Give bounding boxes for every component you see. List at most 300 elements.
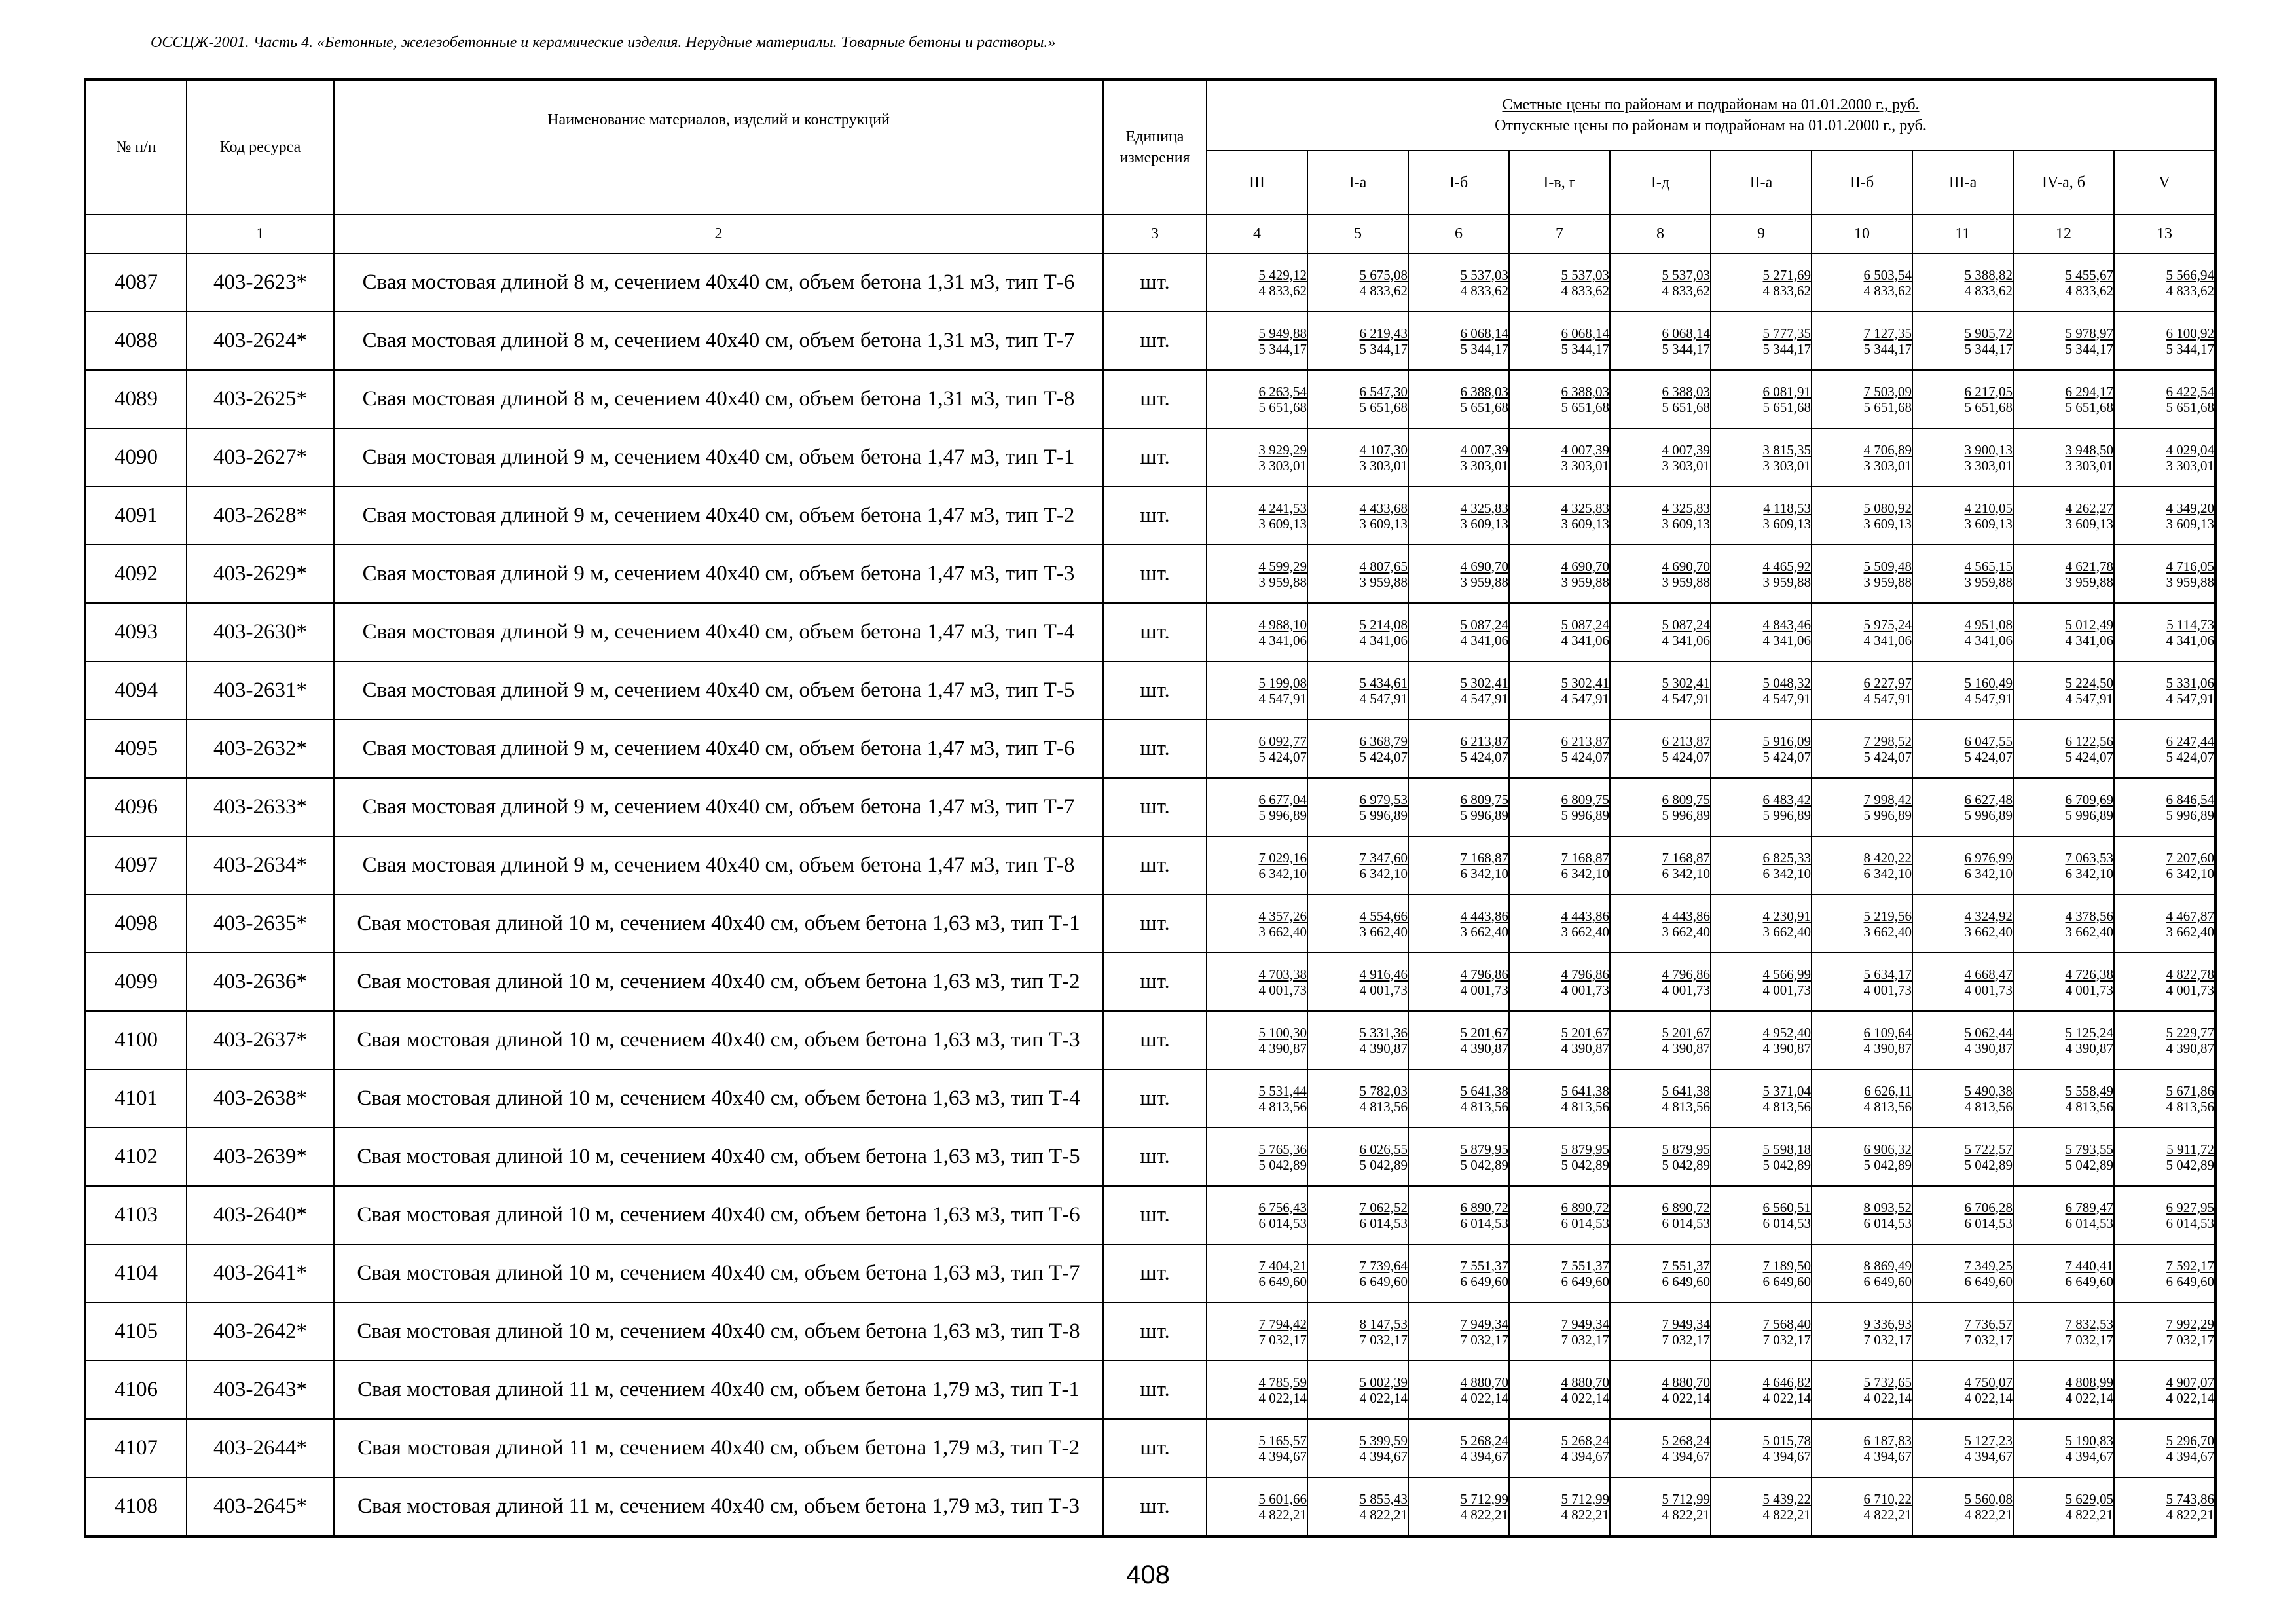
material-name: Свая мостовая длиной 9 м, сечением 40х40 см, объем бетона 1,47 м3, тип Т-7 (334, 778, 1103, 836)
release-price: 4 822,21 (1460, 1506, 1508, 1522)
release-price: 4 813,56 (1762, 1098, 1811, 1115)
estimate-price: 6 422,54 (2166, 383, 2215, 399)
estimate-price: 8 420,22 (1863, 849, 1912, 866)
price-cell (1912, 1419, 2013, 1477)
price-cell (1207, 778, 1307, 836)
price-cell (1711, 661, 1812, 720)
price-cell (1711, 370, 1812, 428)
price-cell (1207, 1419, 1307, 1477)
release-price: 6 342,10 (1863, 865, 1912, 881)
release-price: 4 822,21 (1964, 1506, 2013, 1522)
release-price: 3 609,13 (1964, 515, 2013, 532)
resource-code: 403-2645* (187, 1477, 334, 1536)
price-cell (1610, 778, 1711, 836)
release-price: 5 651,68 (2166, 399, 2215, 415)
price-cell (1207, 1361, 1307, 1419)
estimate-price: 5 722,57 (1964, 1141, 2013, 1157)
column-number: 5 (1307, 215, 1408, 253)
price-cell (1711, 836, 1812, 895)
release-price: 6 014,53 (1863, 1215, 1912, 1231)
estimate-price: 7 592,17 (2166, 1257, 2215, 1274)
release-price: 4 341,06 (1359, 632, 1408, 648)
price-cell (1610, 545, 1711, 603)
estimate-price: 4 443,86 (1662, 908, 1710, 924)
unit-cell: шт. (1103, 545, 1207, 603)
release-price: 3 959,88 (1359, 574, 1408, 590)
unit-cell: шт. (1103, 720, 1207, 778)
estimate-price: 7 029,16 (1258, 849, 1307, 866)
price-cell (1307, 836, 1408, 895)
price-cell (1812, 1302, 1912, 1361)
estimate-price: 4 726,38 (2065, 966, 2113, 982)
price-cell (1207, 661, 1307, 720)
price-cell (1509, 1128, 1610, 1186)
price-cell (1408, 895, 1509, 953)
estimate-price: 4 716,05 (2166, 558, 2215, 574)
price-cell (1912, 428, 2013, 487)
release-price: 3 303,01 (1460, 457, 1508, 473)
estimate-price: 4 325,83 (1460, 500, 1508, 516)
header-district: II-б (1812, 151, 1912, 215)
price-cell (1912, 1302, 2013, 1361)
estimate-price: 4 007,39 (1662, 441, 1710, 458)
release-price: 3 303,01 (1964, 457, 2013, 473)
estimate-price: 6 979,53 (1359, 791, 1408, 807)
header-prices-release: Отпускные цены по районам и подрайонам на 01.01.2000 г., руб. (1495, 117, 1927, 135)
price-cell (1912, 487, 2013, 545)
release-price: 6 649,60 (1662, 1273, 1710, 1289)
column-number: 8 (1610, 215, 1711, 253)
price-cell (1610, 370, 1711, 428)
material-name: Свая мостовая длиной 10 м, сечением 40х40 см, объем бетона 1,63 м3, тип Т-8 (334, 1302, 1103, 1361)
price-cell (1912, 1069, 2013, 1128)
release-price: 3 662,40 (1359, 923, 1408, 940)
estimate-price: 6 047,55 (1964, 733, 2013, 749)
table-row (85, 428, 2215, 487)
estimate-price: 6 710,22 (1863, 1490, 1912, 1507)
estimate-price: 7 298,52 (1863, 733, 1912, 749)
estimate-price: 4 029,04 (2166, 441, 2215, 458)
estimate-price: 5 537,03 (1561, 267, 1609, 283)
release-price: 7 032,17 (1460, 1331, 1508, 1348)
release-price: 5 651,68 (1561, 399, 1609, 415)
release-price: 4 390,87 (1762, 1040, 1811, 1056)
estimate-price: 4 230,91 (1762, 908, 1811, 924)
estimate-price: 4 210,05 (1964, 500, 2013, 516)
release-price: 4 394,67 (1762, 1448, 1811, 1464)
estimate-price: 5 879,95 (1561, 1141, 1609, 1157)
estimate-price: 5 509,48 (1863, 558, 1912, 574)
estimate-price: 4 349,20 (2166, 500, 2215, 516)
release-price: 3 303,01 (1863, 457, 1912, 473)
release-price: 5 344,17 (1258, 341, 1307, 357)
release-price: 5 042,89 (1561, 1156, 1609, 1173)
price-cell (1912, 836, 2013, 895)
release-price: 3 662,40 (2065, 923, 2113, 940)
estimate-price: 7 062,52 (1359, 1199, 1408, 1215)
estimate-price: 5 271,69 (1762, 267, 1811, 283)
price-cell (1812, 1477, 1912, 1536)
release-price: 3 303,01 (1359, 457, 1408, 473)
release-price: 3 609,13 (1561, 515, 1609, 532)
estimate-price: 4 916,46 (1359, 966, 1408, 982)
release-price: 5 651,68 (1460, 399, 1508, 415)
release-price: 4 022,14 (1964, 1390, 2013, 1406)
price-cell (1307, 1419, 1408, 1477)
header-prices (1207, 79, 2215, 151)
price-cell (1307, 720, 1408, 778)
price-cell (1711, 253, 1812, 312)
release-price: 3 662,40 (1258, 923, 1307, 940)
estimate-price: 6 068,14 (1460, 325, 1508, 341)
estimate-price: 4 880,70 (1662, 1374, 1710, 1390)
release-price: 6 014,53 (1561, 1215, 1609, 1231)
release-price: 4 341,06 (1964, 632, 2013, 648)
price-cell (1408, 1244, 1509, 1302)
release-price: 6 014,53 (2065, 1215, 2113, 1231)
column-number: 12 (2013, 215, 2114, 253)
price-cell (2013, 1361, 2114, 1419)
column-number: 9 (1711, 215, 1812, 253)
price-cell (1912, 253, 2013, 312)
table-row (85, 1128, 2215, 1186)
price-cell (1912, 720, 2013, 778)
estimate-price: 5 537,03 (1460, 267, 1508, 283)
estimate-price: 5 743,86 (2166, 1490, 2215, 1507)
release-price: 3 662,40 (1561, 923, 1609, 940)
release-price: 5 651,68 (1258, 399, 1307, 415)
release-price: 4 822,21 (2166, 1506, 2215, 1522)
estimate-price: 7 998,42 (1863, 791, 1912, 807)
release-price: 3 609,13 (1662, 515, 1710, 532)
row-number: 4106 (85, 1361, 187, 1419)
estimate-price: 4 796,86 (1460, 966, 1508, 982)
price-cell (1912, 1186, 2013, 1244)
resource-code: 403-2623* (187, 253, 334, 312)
release-price: 6 014,53 (1359, 1215, 1408, 1231)
material-name: Свая мостовая длиной 8 м, сечением 40х40 см, объем бетона 1,31 м3, тип Т-7 (334, 312, 1103, 370)
estimate-price: 4 690,70 (1662, 558, 1710, 574)
estimate-price: 4 796,86 (1561, 966, 1609, 982)
resource-code: 403-2636* (187, 953, 334, 1011)
price-cell (2013, 487, 2114, 545)
release-price: 5 996,89 (1964, 807, 2013, 823)
price-cell (1408, 428, 1509, 487)
price-cell (1509, 312, 1610, 370)
estimate-price: 5 782,03 (1359, 1082, 1408, 1099)
release-price: 4 022,14 (1863, 1390, 1912, 1406)
table-row (85, 778, 2215, 836)
price-cell (1207, 1186, 1307, 1244)
row-number: 4087 (85, 253, 187, 312)
price-cell (1812, 778, 1912, 836)
release-price: 7 032,17 (2065, 1331, 2113, 1348)
price-cell (2013, 1419, 2114, 1477)
estimate-price: 5 777,35 (1762, 325, 1811, 341)
release-price: 6 014,53 (2166, 1215, 2215, 1231)
estimate-price: 4 785,59 (1258, 1374, 1307, 1390)
price-cell (1408, 1302, 1509, 1361)
release-price: 3 609,13 (1863, 515, 1912, 532)
estimate-price: 5 165,57 (1258, 1432, 1307, 1449)
estimate-price: 6 927,95 (2166, 1199, 2215, 1215)
price-cell (1207, 953, 1307, 1011)
estimate-price: 5 975,24 (1863, 616, 1912, 633)
estimate-price: 4 703,38 (1258, 966, 1307, 982)
release-price: 3 609,13 (1762, 515, 1811, 532)
release-price: 5 424,07 (1258, 748, 1307, 765)
release-price: 3 959,88 (2166, 574, 2215, 590)
release-price: 6 342,10 (2065, 865, 2113, 881)
release-price: 4 813,56 (1359, 1098, 1408, 1115)
price-cell (1408, 1069, 1509, 1128)
release-price: 4 822,21 (1359, 1506, 1408, 1522)
estimate-price: 6 217,05 (1964, 383, 2013, 399)
table-row (85, 895, 2215, 953)
price-cell (1509, 428, 1610, 487)
estimate-price: 4 807,65 (1359, 558, 1408, 574)
price-cell (1812, 545, 1912, 603)
estimate-price: 5 127,23 (1964, 1432, 2013, 1449)
release-price: 6 649,60 (1964, 1273, 2013, 1289)
price-cell (1408, 778, 1509, 836)
material-name: Свая мостовая длиной 9 м, сечением 40х40 см, объем бетона 1,47 м3, тип Т-8 (334, 836, 1103, 895)
estimate-price: 6 756,43 (1258, 1199, 1307, 1215)
price-cell (1812, 1186, 1912, 1244)
table-row (85, 1011, 2215, 1069)
estimate-price: 4 443,86 (1561, 908, 1609, 924)
price-cell (1812, 895, 1912, 953)
release-price: 4 390,87 (1561, 1040, 1609, 1056)
estimate-price: 5 634,17 (1863, 966, 1912, 982)
release-price: 6 014,53 (1460, 1215, 1508, 1231)
price-cell (1408, 720, 1509, 778)
estimate-price: 7 551,37 (1561, 1257, 1609, 1274)
release-price: 6 342,10 (1762, 865, 1811, 881)
estimate-price: 6 219,43 (1359, 325, 1408, 341)
estimate-price: 4 241,53 (1258, 500, 1307, 516)
price-cell (1408, 253, 1509, 312)
price-cell (1307, 1361, 1408, 1419)
price-cell (1207, 1244, 1307, 1302)
material-name: Свая мостовая длиной 9 м, сечением 40х40 см, объем бетона 1,47 м3, тип Т-2 (334, 487, 1103, 545)
estimate-price: 5 712,99 (1460, 1490, 1508, 1507)
release-price: 4 822,21 (1762, 1506, 1811, 1522)
price-cell (2013, 895, 2114, 953)
release-price: 5 344,17 (1460, 341, 1508, 357)
estimate-price: 5 012,49 (2065, 616, 2113, 633)
material-name: Свая мостовая длиной 10 м, сечением 40х40 см, объем бетона 1,63 м3, тип Т-3 (334, 1011, 1103, 1069)
release-price: 6 649,60 (1460, 1273, 1508, 1289)
resource-code: 403-2640* (187, 1186, 334, 1244)
price-cell (1307, 895, 1408, 953)
price-cell (1812, 253, 1912, 312)
price-cell (1610, 312, 1711, 370)
estimate-price: 6 809,75 (1561, 791, 1609, 807)
estimate-price: 5 114,73 (2166, 616, 2215, 633)
table-row (85, 487, 2215, 545)
release-price: 4 390,87 (1863, 1040, 1912, 1056)
estimate-price: 4 324,92 (1964, 908, 2013, 924)
table-row (85, 720, 2215, 778)
estimate-price: 7 207,60 (2166, 849, 2215, 866)
resource-code: 403-2632* (187, 720, 334, 778)
release-price: 5 424,07 (1762, 748, 1811, 765)
header-district: I-а (1307, 151, 1408, 215)
release-price: 4 833,62 (1359, 282, 1408, 299)
release-price: 5 651,68 (1762, 399, 1811, 415)
release-price: 4 001,73 (1662, 982, 1710, 998)
estimate-price: 5 331,06 (2166, 674, 2215, 691)
price-cell (1610, 895, 1711, 953)
price-cell (1812, 1361, 1912, 1419)
price-cell (1610, 603, 1711, 661)
header-prices-estimate: Сметные цены по районам и подрайонам на 01.01.2000 г., руб. (1502, 96, 1920, 114)
estimate-price: 5 439,22 (1762, 1490, 1811, 1507)
estimate-price: 5 268,24 (1662, 1432, 1710, 1449)
estimate-price: 4 690,70 (1460, 558, 1508, 574)
price-cell (2114, 253, 2215, 312)
price-cell (1812, 661, 1912, 720)
price-cell (2114, 720, 2215, 778)
unit-cell: шт. (1103, 778, 1207, 836)
estimate-price: 4 443,86 (1460, 908, 1508, 924)
material-name: Свая мостовая длиной 10 м, сечением 40х40 см, объем бетона 1,63 м3, тип Т-5 (334, 1128, 1103, 1186)
release-price: 4 001,73 (1762, 982, 1811, 998)
estimate-price: 5 629,05 (2065, 1490, 2113, 1507)
estimate-price: 5 087,24 (1662, 616, 1710, 633)
estimate-price: 6 709,69 (2065, 791, 2113, 807)
estimate-price: 7 347,60 (1359, 849, 1408, 866)
material-name: Свая мостовая длиной 10 м, сечением 40х40 см, объем бетона 1,63 м3, тип Т-1 (334, 895, 1103, 953)
release-price: 3 959,88 (2065, 574, 2113, 590)
estimate-price: 5 062,44 (1964, 1024, 2013, 1041)
estimate-price: 5 125,24 (2065, 1024, 2113, 1041)
estimate-price: 6 890,72 (1662, 1199, 1710, 1215)
release-price: 5 424,07 (1964, 748, 2013, 765)
estimate-price: 5 429,12 (1258, 267, 1307, 283)
estimate-price: 5 219,56 (1863, 908, 1912, 924)
price-cell (1509, 720, 1610, 778)
release-price: 3 662,40 (2166, 923, 2215, 940)
column-number: 7 (1509, 215, 1610, 253)
price-cell (1812, 1244, 1912, 1302)
price-cell (1509, 1477, 1610, 1536)
release-price: 6 649,60 (2065, 1273, 2113, 1289)
price-cell (1812, 1011, 1912, 1069)
header-district: IV-а, б (2013, 151, 2114, 215)
release-price: 4 833,62 (1258, 282, 1307, 299)
price-cell (1509, 253, 1610, 312)
release-price: 4 822,21 (2065, 1506, 2113, 1522)
release-price: 5 424,07 (1460, 748, 1508, 765)
header-district: II-а (1711, 151, 1812, 215)
estimate-price: 8 869,49 (1863, 1257, 1912, 1274)
release-price: 4 390,87 (1662, 1040, 1710, 1056)
estimate-price: 6 294,17 (2065, 383, 2113, 399)
release-price: 4 547,91 (1258, 690, 1307, 707)
estimate-price: 7 168,87 (1460, 849, 1508, 866)
release-price: 3 959,88 (1460, 574, 1508, 590)
release-price: 4 822,21 (1258, 1506, 1307, 1522)
estimate-price: 5 712,99 (1662, 1490, 1710, 1507)
price-cell (1509, 1011, 1610, 1069)
estimate-price: 4 599,29 (1258, 558, 1307, 574)
release-price: 4 547,91 (1460, 690, 1508, 707)
estimate-price: 5 905,72 (1964, 325, 2013, 341)
estimate-price: 7 440,41 (2065, 1257, 2113, 1274)
estimate-price: 7 794,42 (1258, 1316, 1307, 1332)
material-name: Свая мостовая длиной 9 м, сечением 40х40 см, объем бетона 1,47 м3, тип Т-5 (334, 661, 1103, 720)
price-cell (1711, 545, 1812, 603)
price-cell (1610, 1361, 1711, 1419)
release-price: 6 014,53 (1258, 1215, 1307, 1231)
price-cell (2013, 545, 2114, 603)
release-price: 3 609,13 (2065, 515, 2113, 532)
estimate-price: 6 846,54 (2166, 791, 2215, 807)
price-cell (1509, 1419, 1610, 1477)
row-number: 4100 (85, 1011, 187, 1069)
release-price: 5 424,07 (1359, 748, 1408, 765)
price-cell (1711, 603, 1812, 661)
estimate-price: 6 890,72 (1561, 1199, 1609, 1215)
release-price: 3 959,88 (1964, 574, 2013, 590)
release-price: 5 344,17 (1662, 341, 1710, 357)
estimate-price: 4 118,53 (1763, 500, 1811, 516)
price-cell (2013, 370, 2114, 428)
price-cell (2114, 312, 2215, 370)
release-price: 3 959,88 (1863, 574, 1912, 590)
price-cell (2114, 1186, 2215, 1244)
release-price: 4 390,87 (1359, 1040, 1408, 1056)
price-cell (1207, 428, 1307, 487)
estimate-price: 4 951,08 (1964, 616, 2013, 633)
estimate-price: 5 201,67 (1460, 1024, 1508, 1041)
price-cell (1408, 487, 1509, 545)
estimate-price: 3 900,13 (1964, 441, 2013, 458)
estimate-price: 6 092,77 (1258, 733, 1307, 749)
release-price: 5 344,17 (2166, 341, 2215, 357)
release-price: 4 341,06 (1762, 632, 1811, 648)
estimate-price: 5 048,32 (1762, 674, 1811, 691)
column-number: 10 (1812, 215, 1912, 253)
price-cell (1307, 1186, 1408, 1244)
release-price: 5 651,68 (1863, 399, 1912, 415)
table-row (85, 1244, 2215, 1302)
release-price: 5 996,89 (1662, 807, 1710, 823)
price-cell (1509, 778, 1610, 836)
estimate-price: 7 404,21 (1258, 1257, 1307, 1274)
release-price: 7 032,17 (1863, 1331, 1912, 1348)
release-price: 4 022,14 (1561, 1390, 1609, 1406)
release-price: 4 001,73 (1561, 982, 1609, 998)
estimate-price: 4 465,92 (1762, 558, 1811, 574)
row-number: 4107 (85, 1419, 187, 1477)
estimate-price: 3 929,29 (1258, 441, 1307, 458)
price-cell (1812, 312, 1912, 370)
price-cell (1912, 370, 2013, 428)
price-cell (1912, 545, 2013, 603)
price-cell (1509, 661, 1610, 720)
price-cell (1912, 1244, 2013, 1302)
price-cell (1912, 1011, 2013, 1069)
estimate-price: 7 063,53 (2065, 849, 2113, 866)
release-price: 4 833,62 (1964, 282, 2013, 299)
estimate-price: 6 068,14 (1662, 325, 1710, 341)
estimate-price: 7 349,25 (1964, 1257, 2013, 1274)
estimate-price: 5 911,72 (2166, 1141, 2215, 1157)
estimate-price: 4 566,99 (1762, 966, 1811, 982)
